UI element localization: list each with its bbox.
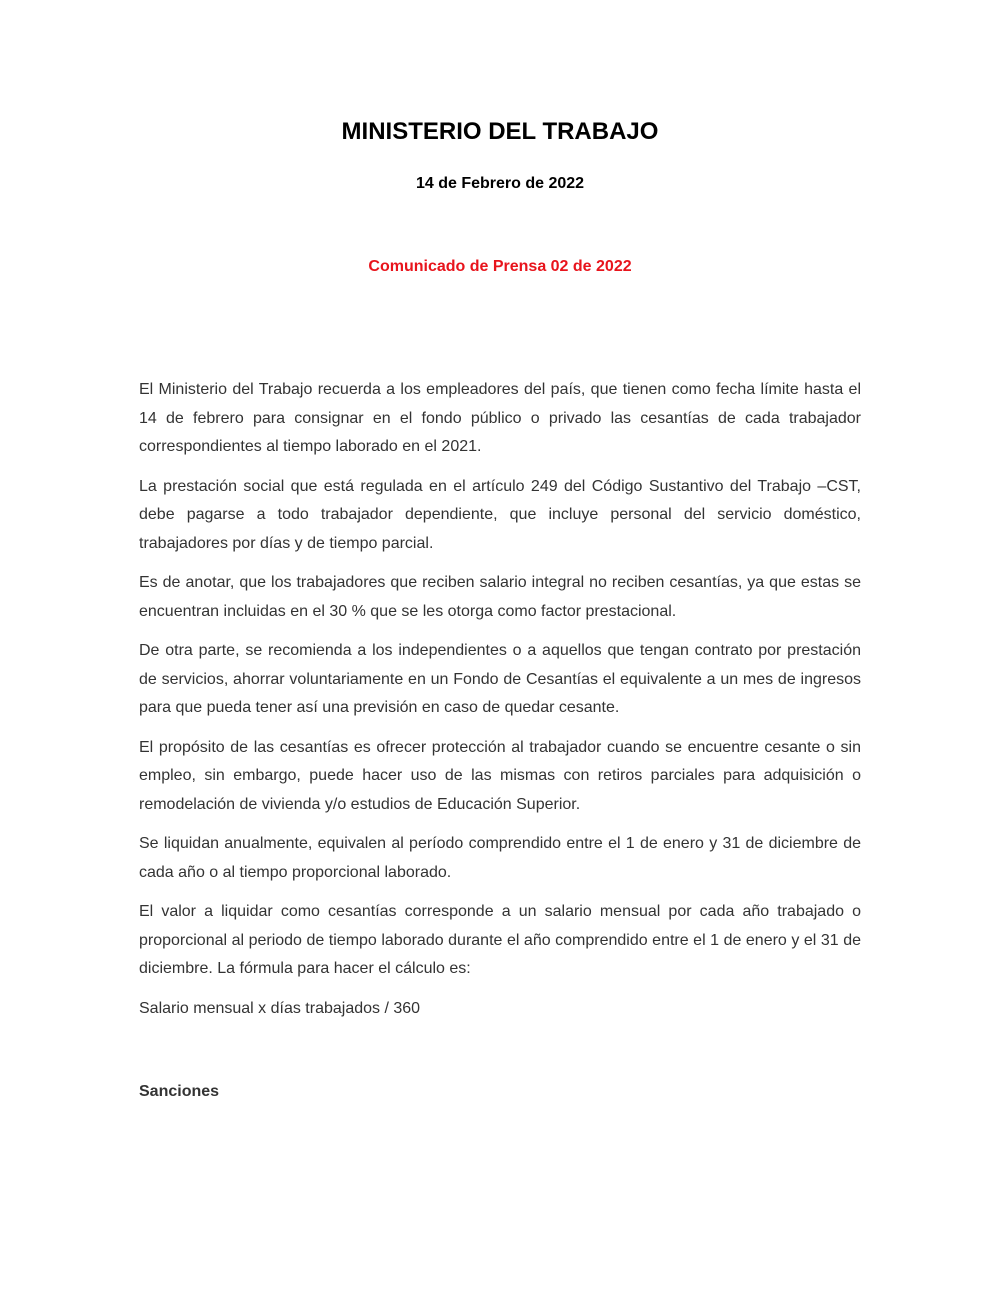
paragraph-independents: De otra parte, se recomienda a los independientes o a aquellos que tengan contrato por prestación de servicios, ahorrar voluntariamente en un Fondo de Cesantías el equivalente a un mes de ingresos para que pueda tener así una previsión en caso de quedar cesante. xyxy=(139,642,861,716)
page-title: MINISTERIO DEL TRABAJO xyxy=(341,118,659,145)
paragraph-formula: Salario mensual x días trabajados / 360 xyxy=(139,999,421,1017)
document-date: 14 de Febrero de 2022 xyxy=(415,175,585,192)
paragraph-deadline: El Ministerio del Trabajo recuerda a los empleadores del país, que tienen como fecha límite hasta el 14 de febrero para consignar en el fondo público o privado las cesantías de cada trabajador correspondientes al tiempo laborado en el 2021. xyxy=(139,381,861,455)
press-release-label: Comunicado de Prensa 02 de 2022 xyxy=(368,258,632,275)
paragraph-regulation: La prestación social que está regulada en el artículo 249 del Código Sustantivo del Trabajo –CST, debe pagarse a todo trabajador dependiente, que incluye personal del servicio doméstico, trabajadores por días y de tiempo parcial. xyxy=(139,477,861,552)
section-heading-sanciones: Sanciones xyxy=(139,1083,220,1100)
paragraph-annual-settlement: Se liquidan anualmente, equivalen al período comprendido entre el 1 de enero y 31 de diciembre de cada año o al tiempo proporcional laborado. xyxy=(139,835,861,881)
paragraph-integral-salary: Es de anotar, que los trabajadores que reciben salario integral no reciben cesantías, ya que estas se encuentran incluidas en el 30 % que se les otorga como factor prestacional. xyxy=(139,574,861,620)
paragraph-purpose: El propósito de las cesantías es ofrecer protección al trabajador cuando se encuentre cesante o sin empleo, sin embargo, puede hacer uso de las mismas con retiros parciales para adquisición o remodelación de vivienda y/o estudios de Educación Superior. xyxy=(139,738,861,813)
paragraph-calculation: El valor a liquidar como cesantías corresponde a un salario mensual por cada año trabajado o proporcional al periodo de tiempo laborado durante el año comprendido entre el 1 de enero y el 31 de diciembre. La fórmula para hacer el cálculo es: xyxy=(139,903,861,977)
document-body xyxy=(139,376,861,1034)
